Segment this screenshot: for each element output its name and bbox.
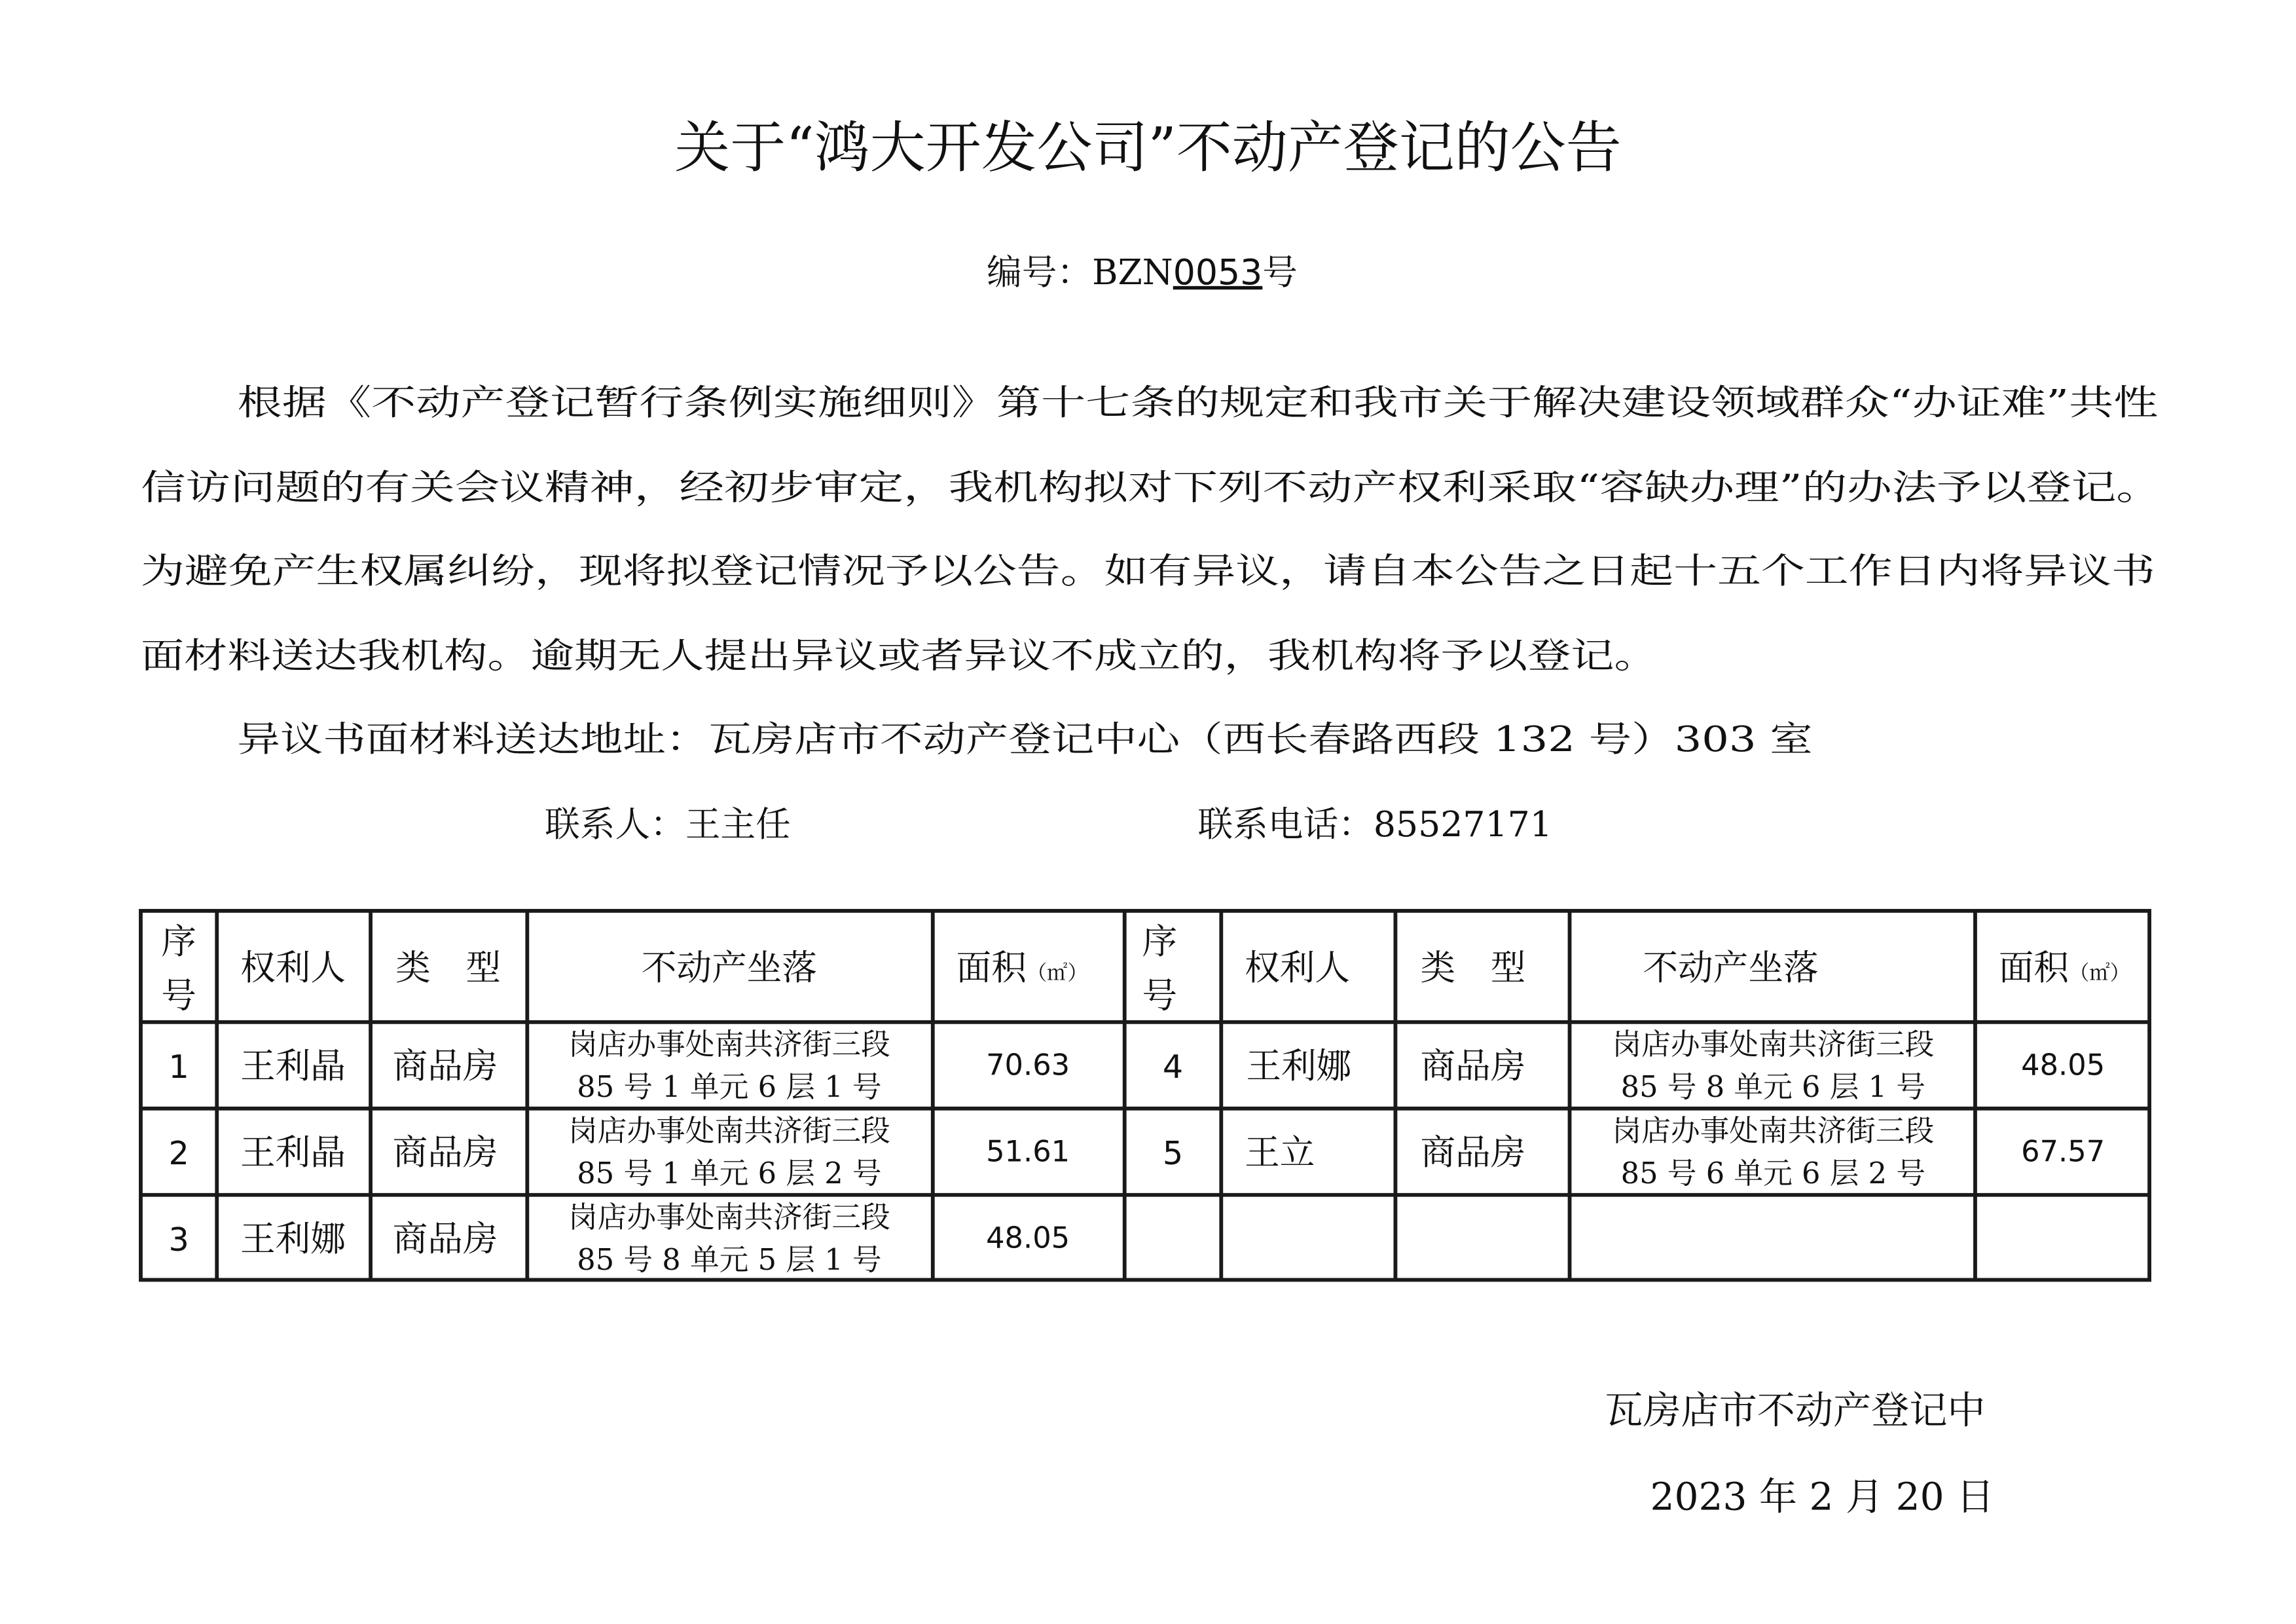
header-seq-top: 序 (161, 920, 196, 962)
issuing-organization: 瓦房店市不动产登记中 (1605, 1388, 1986, 1433)
row-2-location-line-2: 85 号 1 单元 6 层 2 号 (577, 1155, 882, 1190)
row-2-area: 51.61 (986, 1134, 1070, 1169)
row-1-area: 70.63 (986, 1047, 1070, 1082)
row-2-holder: 王利晶 (240, 1131, 346, 1173)
header-seq-top-2: 序 (1142, 920, 1178, 962)
row-2-seq: 2 (168, 1134, 189, 1172)
document-number-prefix: 编号：BZN (987, 251, 1173, 293)
header-location-2: 不动产坐落 (1643, 947, 1819, 989)
row-1-holder: 王利晶 (240, 1044, 346, 1086)
row-2-type: 商品房 (392, 1131, 498, 1173)
objection-address: 异议书面材料送达地址：瓦房店市不动产登记中心（西长春路西段 132 号）303 室 (237, 718, 1813, 760)
header-area-unit-2: （㎡） (2069, 961, 2131, 986)
document-number (987, 251, 1298, 293)
header-location: 不动产坐落 (641, 947, 818, 989)
row-5-area: 67.57 (2021, 1134, 2105, 1169)
row-4-seq: 4 (1162, 1047, 1184, 1086)
row-5-seq: 5 (1162, 1134, 1184, 1172)
body-line-4: 面材料送达我机构。逾期无人提出异议或者异议不成立的，我机构将予以登记。 (140, 635, 1658, 676)
row-3-seq: 3 (168, 1220, 189, 1259)
row-4-location-line-2: 85 号 8 单元 6 层 1 号 (1620, 1069, 1926, 1104)
header-type: 类 型 (395, 947, 501, 989)
header-area-label-2: 面积 (1998, 947, 2069, 989)
document-number-suffix: 号 (1262, 251, 1298, 293)
issue-date: 2023 年 2 月 20 日 (1650, 1474, 1995, 1519)
page-title: 关于“鸿大开发公司”不动产登记的公告 (674, 115, 1622, 181)
header-seq-bottom: 号 (161, 974, 196, 1016)
header-holder: 权利人 (240, 947, 346, 989)
row-3-holder: 王利娜 (240, 1217, 346, 1259)
row-1-type: 商品房 (392, 1044, 498, 1086)
row-3-location-line-2: 85 号 8 单元 5 层 1 号 (577, 1242, 882, 1277)
property-table (141, 911, 2149, 1280)
body-line-3: 为避免产生权属纠纷，现将拟登记情况予以公告。如有异议，请自本公告之日起十五个工作日内将异议书 (140, 550, 2156, 592)
row-4-location-line-1: 岗店办事处南共济街三段 (1612, 1027, 1935, 1062)
contact-person: 联系人：王主任 (545, 803, 791, 845)
header-holder-2: 权利人 (1245, 947, 1351, 989)
document-number-value: 0053 (1173, 251, 1263, 293)
header-area (957, 947, 1088, 988)
row-4-area: 48.05 (2021, 1047, 2105, 1082)
row-5-location-line-1: 岗店办事处南共济街三段 (1612, 1113, 1935, 1149)
body-line-2: 信访问题的有关会议精神，经初步审定，我机构拟对下列不动产权利采取“容缺办理”的办法予以登记。 (140, 466, 2161, 508)
row-1-location-line-1: 岗店办事处南共济街三段 (568, 1027, 890, 1062)
header-area-label: 面积 (956, 947, 1027, 989)
row-3-area: 48.05 (986, 1220, 1070, 1255)
header-area-unit: （㎡） (1026, 961, 1088, 986)
body-line-1: 根据《不动产登记暂行条例实施细则》第十七条的规定和我市关于解决建设领域群众“办证难”共性 (237, 381, 2159, 423)
row-1-seq: 1 (168, 1047, 189, 1086)
contact-phone: 联系电话：85527171 (1197, 803, 1552, 845)
row-1-location-line-2: 85 号 1 单元 6 层 1 号 (577, 1069, 882, 1104)
row-4-type: 商品房 (1420, 1044, 1526, 1086)
row-3-type: 商品房 (392, 1217, 498, 1259)
header-area-2 (1999, 947, 2130, 988)
row-5-location-line-2: 85 号 6 单元 6 层 2 号 (1620, 1155, 1926, 1190)
row-5-holder: 王立 (1245, 1131, 1315, 1173)
row-5-type: 商品房 (1420, 1131, 1526, 1173)
header-type-2: 类 型 (1420, 947, 1526, 989)
row-4-holder: 王利娜 (1246, 1044, 1352, 1086)
row-2-location-line-1: 岗店办事处南共济街三段 (568, 1113, 890, 1149)
header-seq-bottom-2: 号 (1142, 974, 1178, 1016)
row-3-location-line-1: 岗店办事处南共济街三段 (568, 1199, 890, 1234)
